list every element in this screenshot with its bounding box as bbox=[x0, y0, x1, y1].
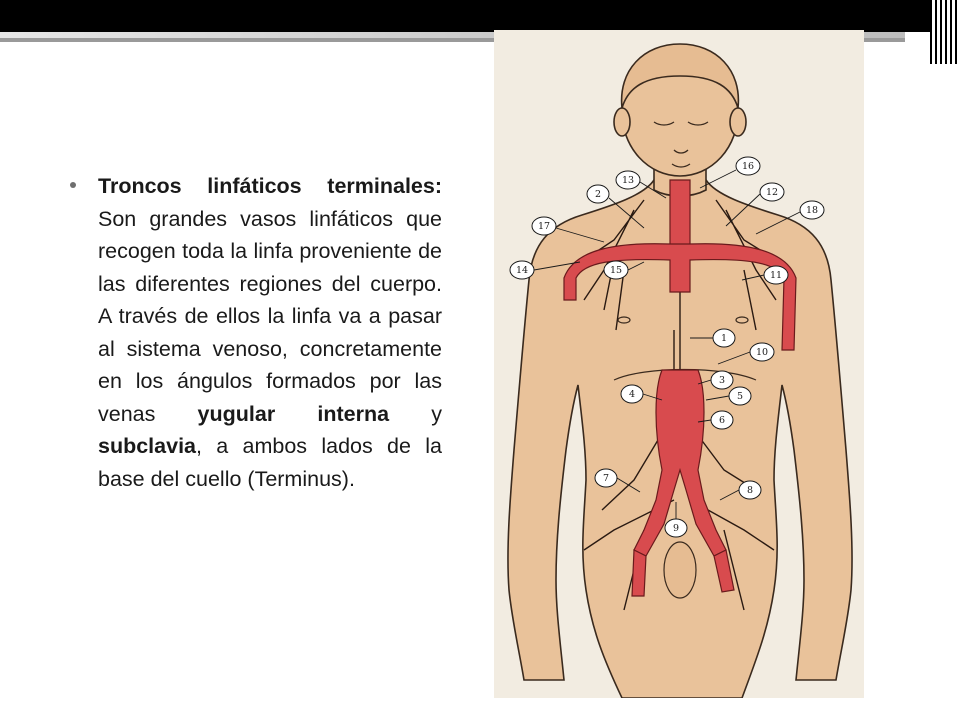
label-8 bbox=[739, 481, 761, 499]
corner-decoration bbox=[930, 0, 960, 64]
slide-body bbox=[70, 170, 442, 495]
label-11 bbox=[764, 266, 788, 284]
label-4 bbox=[621, 385, 643, 403]
label-6 bbox=[711, 411, 733, 429]
bullet-text-part-2: y bbox=[389, 401, 442, 426]
label-7 bbox=[595, 469, 617, 487]
lymphatic-system-illustration bbox=[494, 30, 864, 698]
label-2 bbox=[587, 185, 609, 203]
bullet-point-icon bbox=[70, 182, 76, 188]
label-13 bbox=[616, 171, 640, 189]
svg-text:5: 5 bbox=[736, 391, 744, 402]
label-14 bbox=[510, 261, 534, 279]
svg-text:11: 11 bbox=[769, 270, 783, 281]
label-15 bbox=[604, 261, 628, 279]
label-17 bbox=[532, 217, 556, 235]
bullet-text-part-3: , a ambos lados de la base del cuello (Terminus). bbox=[98, 434, 442, 491]
svg-text:18: 18 bbox=[805, 205, 819, 216]
svg-text:14: 14 bbox=[515, 265, 529, 276]
svg-text:4: 4 bbox=[628, 389, 636, 400]
top-bar bbox=[0, 0, 960, 32]
bullet-term: Troncos linfáticos terminales: bbox=[98, 174, 442, 198]
svg-text:12: 12 bbox=[765, 187, 779, 198]
label-16 bbox=[736, 157, 760, 175]
svg-text:17: 17 bbox=[537, 221, 551, 232]
label-12 bbox=[760, 183, 784, 201]
svg-text:3: 3 bbox=[718, 375, 726, 386]
label-1 bbox=[713, 329, 735, 347]
svg-text:10: 10 bbox=[755, 347, 769, 358]
label-9 bbox=[665, 519, 687, 537]
bullet-text-part-1: Son grandes vasos linfáticos que recogen toda la linfa proveniente de las diferentes regiones del cuerpo. A través de ellos la linfa va a pasar al sistema venoso, concretamente en los ángulos formados por las venas bbox=[98, 206, 442, 426]
svg-text:1: 1 bbox=[720, 333, 728, 344]
emphasis-yugular: yugular interna bbox=[197, 401, 390, 426]
anatomy-figure-svg bbox=[494, 30, 864, 698]
svg-text:7: 7 bbox=[602, 473, 610, 484]
label-18 bbox=[800, 201, 824, 219]
emphasis-subclavia: subclavia bbox=[98, 434, 196, 458]
svg-text:2: 2 bbox=[594, 189, 602, 200]
svg-text:9: 9 bbox=[672, 523, 680, 534]
svg-text:13: 13 bbox=[621, 175, 635, 186]
label-10 bbox=[750, 343, 774, 361]
svg-text:6: 6 bbox=[718, 415, 726, 426]
bullet-text bbox=[98, 170, 442, 495]
label-5 bbox=[729, 387, 751, 405]
label-3 bbox=[711, 371, 733, 389]
svg-text:8: 8 bbox=[746, 485, 754, 496]
svg-text:15: 15 bbox=[609, 265, 623, 276]
svg-text:16: 16 bbox=[741, 161, 755, 172]
